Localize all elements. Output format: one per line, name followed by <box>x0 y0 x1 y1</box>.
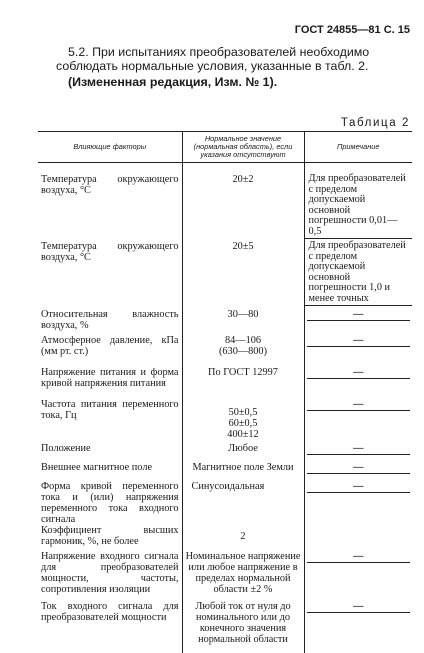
note-dash: — <box>307 443 411 455</box>
factor-cell: Ток входного сигнала для преобразователей мощности <box>41 601 179 623</box>
note-dash: — <box>307 601 411 613</box>
note-cell <box>304 440 412 459</box>
value-line: Синусоидальная <box>191 481 265 492</box>
note-cell <box>304 548 412 595</box>
header-note: Примечание <box>304 132 412 163</box>
note-cell <box>304 478 412 548</box>
table-row <box>38 595 412 653</box>
note-cell <box>304 306 412 332</box>
value-cell: Номинальное напряжение или любое напряжение в пределах нормальной области ±2 % <box>182 548 304 595</box>
header-factors: Влияющие факторы <box>38 132 182 163</box>
factor-cell: Частота питания переменного тока, Гц <box>41 399 179 421</box>
note-text: Для преобразователей с пределом допускаемой основной погрешности 0,01—0,5 <box>305 174 413 239</box>
value-cell <box>182 478 304 548</box>
value-line: (630—800) <box>218 346 268 357</box>
value-cell: 30—80 <box>182 306 304 332</box>
value-line: 400±12 <box>227 429 259 440</box>
note-dash: — <box>307 481 411 493</box>
value-line: 84—106 <box>224 335 262 346</box>
conditions-table <box>38 131 412 653</box>
note-dash: — <box>307 367 411 379</box>
table-row <box>38 440 412 459</box>
value-line: 2 <box>240 531 246 542</box>
table-row <box>38 364 412 396</box>
factor-cell: Напряжение входного сигнала для преобразователей мощности, частоты, сопротивления изоляции <box>41 551 179 595</box>
table-row <box>38 163 412 240</box>
table-row <box>38 306 412 332</box>
table-header-row <box>38 132 412 163</box>
table-row <box>38 239 412 306</box>
value-cell <box>182 396 304 440</box>
factor-cell: Температура окружающего воздуха, °С <box>41 241 179 263</box>
note-dash: — <box>307 309 411 321</box>
note-text: Для преобразователей с пределом допускаемой основной погрешности 1,0 и менее точных <box>305 241 413 306</box>
table-row <box>38 332 412 364</box>
factor-line: Форма кривой переменного тока и (или) напряжения переменного тока входного сигнала <box>41 481 179 525</box>
edition-note: (Измененная редакция, Изм. № 1). <box>68 75 278 89</box>
factor-cell: Относительная влажность воздуха, % <box>41 309 179 331</box>
note-dash: — <box>307 399 411 411</box>
value-cell: Магнитное поле Земли <box>182 459 304 478</box>
note-cell <box>304 239 412 306</box>
factor-cell: Напряжение питания и форма кривой напряжения питания <box>41 367 179 389</box>
table-caption: Таблица 2 <box>340 117 410 129</box>
value-cell: 20±2 <box>182 163 304 240</box>
note-cell <box>304 364 412 396</box>
table-row <box>38 548 412 595</box>
factor-line: Коэффициент высших гармоник, %, не более <box>41 525 179 547</box>
note-cell <box>304 163 412 240</box>
factor-cell: Положение <box>41 443 91 454</box>
value-cell: Любой ток от нуля до номинального или до конечного значения нормальной области <box>182 595 304 653</box>
note-dash: — <box>307 335 411 347</box>
paragraph-5-2: 5.2. При испытаниях преобразователей необходимо соблюдать нормальные условия, указанные в табл. 2. <box>56 45 370 73</box>
note-dash: — <box>307 551 411 563</box>
factor-cell: Температура окружающего воздуха, °С <box>41 174 179 196</box>
factor-cell: Внешнее магнитное поле <box>41 462 153 473</box>
note-cell <box>304 595 412 653</box>
value-cell: По ГОСТ 12997 <box>182 364 304 396</box>
note-dash: — <box>307 462 411 474</box>
value-cell <box>182 332 304 364</box>
note-cell <box>304 459 412 478</box>
page-header: ГОСТ 24855—81 С. 15 <box>294 24 410 36</box>
note-cell <box>304 332 412 364</box>
note-cell <box>304 396 412 440</box>
value-cell: Любое <box>182 440 304 459</box>
factor-cell: Атмосферное давление, кПа (мм рт. ст.) <box>41 335 179 357</box>
table-row <box>38 478 412 548</box>
table-row <box>38 459 412 478</box>
table-row <box>38 396 412 440</box>
value-cell: 20±5 <box>182 239 304 306</box>
factor-cell <box>38 478 182 548</box>
value-line: 60±0,5 <box>228 418 258 429</box>
value-line: 50±0,5 <box>228 407 258 418</box>
header-normal-value: Нормальное значение (нормальная область), если указания отсутствуют <box>182 132 304 163</box>
